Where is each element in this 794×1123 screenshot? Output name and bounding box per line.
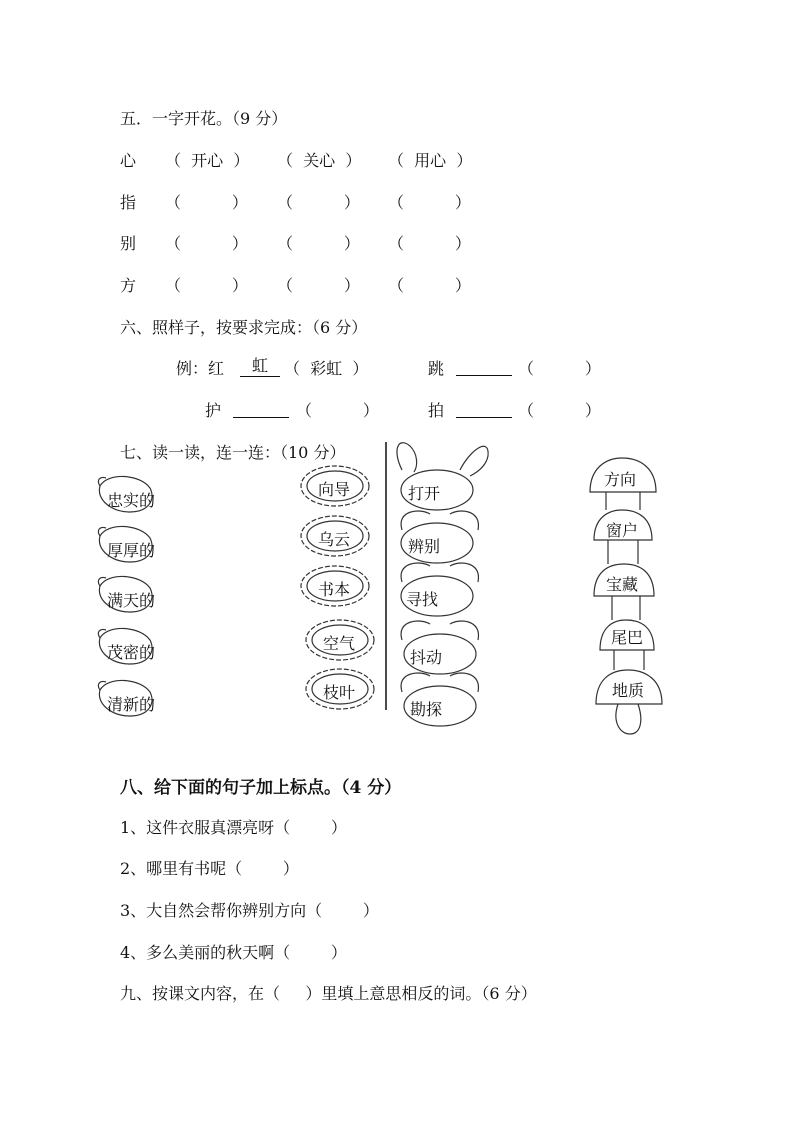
answer-blank[interactable]: （ ） <box>388 193 471 212</box>
leaf-label[interactable]: 忠实的 <box>107 491 156 510</box>
flower-label[interactable]: 乌云 <box>318 530 351 549</box>
verb-label[interactable]: 打开 <box>408 484 441 503</box>
section6-title: 六、照样子，按要求完成：（6 分） <box>120 318 368 337</box>
exercise-char: 拍 <box>428 401 445 420</box>
answer-paren[interactable]: （ ） <box>518 401 601 420</box>
flower-label[interactable]: 枝叶 <box>323 683 356 702</box>
exercise-char: 跳 <box>428 359 445 378</box>
section9-title: 九、按课文内容，在（ ）里填上意思相反的词。（6 分） <box>120 984 537 1003</box>
answer-blank[interactable]: （ ） <box>277 234 360 253</box>
flower-label[interactable]: 向导 <box>318 480 351 499</box>
row-char: 方 <box>120 276 137 295</box>
leaf-stem <box>98 527 106 536</box>
answer-blank[interactable]: （ ） <box>388 276 471 295</box>
noun-label[interactable]: 尾巴 <box>611 628 644 647</box>
leaf-label[interactable]: 茂密的 <box>107 643 156 662</box>
exercise-char: 护 <box>205 401 222 420</box>
leaf-stem <box>98 681 106 690</box>
answer-blank[interactable]: （ ） <box>277 276 360 295</box>
ear-icon <box>397 443 417 472</box>
mushroom-stem <box>614 650 644 670</box>
mushroom-base <box>616 704 641 734</box>
answer-blank[interactable]: （ ） <box>388 234 471 253</box>
segment-icon <box>401 673 478 692</box>
sentence-item[interactable]: 4、多么美丽的秋天啊（ ） <box>120 943 347 962</box>
segment-icon <box>401 511 478 530</box>
verb-label[interactable]: 辨别 <box>408 537 441 556</box>
noun-label[interactable]: 窗户 <box>606 521 639 540</box>
example-answer: 虹 <box>240 356 280 377</box>
example-prefix: 例：红 <box>176 359 225 378</box>
leaf-stem <box>98 477 106 486</box>
answer-paren: （ 开心 ） <box>165 151 250 170</box>
answer-paren[interactable]: （ ） <box>296 401 379 420</box>
leaf-label[interactable]: 满天的 <box>107 591 156 610</box>
noun-label[interactable]: 方向 <box>604 470 637 489</box>
mushroom-stem <box>608 540 638 564</box>
answer-blank[interactable]: （ ） <box>165 276 248 295</box>
section5-title: 五．一字开花。（9 分） <box>120 109 288 128</box>
answer-blank[interactable]: （ ） <box>165 234 248 253</box>
mushroom-stem <box>606 492 640 510</box>
answer-paren: （ 用心 ） <box>388 151 473 170</box>
leaf-label[interactable]: 厚厚的 <box>107 541 156 560</box>
leaf-stem <box>98 577 106 586</box>
verb-label[interactable]: 勘探 <box>410 700 443 719</box>
section8-title: 八、给下面的句子加上标点。（4 分） <box>120 778 402 798</box>
answer-blank[interactable]: （ ） <box>165 193 248 212</box>
verb-label[interactable]: 抖动 <box>410 648 443 667</box>
flower-label[interactable]: 书本 <box>318 580 351 599</box>
row-char: 心 <box>120 151 137 170</box>
noun-label[interactable]: 地质 <box>612 681 645 700</box>
mushroom-stem <box>612 596 640 620</box>
sentence-item[interactable]: 3、大自然会帮你辨别方向（ ） <box>120 901 379 920</box>
sentence-item[interactable]: 2、哪里有书呢（ ） <box>120 859 299 878</box>
row-char: 别 <box>120 234 137 253</box>
leaf-label[interactable]: 清新的 <box>107 695 156 714</box>
segment-icon <box>401 621 478 640</box>
row-char: 指 <box>120 193 137 212</box>
example-paren: （ 彩虹 ） <box>284 359 369 378</box>
ear-icon <box>460 446 488 476</box>
noun-label[interactable]: 宝藏 <box>606 575 639 594</box>
flower-label[interactable]: 空气 <box>323 634 356 653</box>
segment-icon <box>401 563 478 582</box>
answer-paren: （ 关心 ） <box>277 151 362 170</box>
leaf-stem <box>98 629 106 638</box>
section7-title: 七、读一读，连一连：（10 分） <box>120 443 346 462</box>
answer-paren[interactable]: （ ） <box>518 359 601 378</box>
verb-label[interactable]: 寻找 <box>406 590 439 609</box>
answer-blank[interactable]: （ ） <box>277 193 360 212</box>
sentence-item[interactable]: 1、这件衣服真漂亮呀（ ） <box>120 818 347 837</box>
